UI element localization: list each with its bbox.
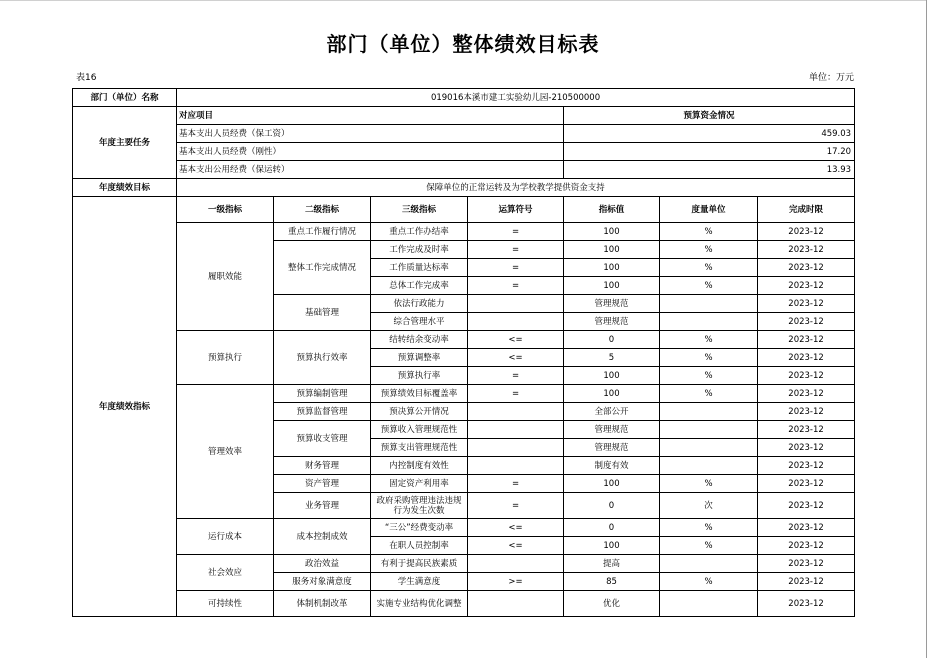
- level2-cell: 预算编制管理: [274, 385, 371, 403]
- value-cell: 0: [564, 519, 660, 537]
- level2-cell: 预算监督管理: [274, 403, 371, 421]
- unit-cell: %: [660, 385, 758, 403]
- operator-cell: [468, 555, 564, 573]
- unit-cell: [660, 313, 758, 331]
- unit-cell: [660, 421, 758, 439]
- deadline-cell: 2023-12: [758, 421, 855, 439]
- level2-cell: 预算执行效率: [274, 331, 371, 385]
- level3-cell: 预算执行率: [371, 367, 468, 385]
- value-cell: 管理规范: [564, 313, 660, 331]
- header-cell: 运算符号: [468, 197, 564, 223]
- unit-label: 单位：万元: [808, 73, 854, 83]
- goal-text-cell: 保障单位的正常运转及为学校教学提供资金支持: [177, 179, 855, 197]
- unit-cell: [660, 591, 758, 617]
- level1-cell: 管理效率: [177, 385, 274, 519]
- level3-cell: 结转结余变动率: [371, 331, 468, 349]
- goal-row: [73, 179, 855, 197]
- level3-cell: “三公”经费变动率: [371, 519, 468, 537]
- deadline-cell: 2023-12: [758, 277, 855, 295]
- header-cell: 完成时限: [758, 197, 855, 223]
- header-cell: 二级指标: [274, 197, 371, 223]
- level3-cell: 综合管理水平: [371, 313, 468, 331]
- operator-cell: [468, 403, 564, 421]
- deadline-cell: 2023-12: [758, 349, 855, 367]
- header-cell: 一级指标: [177, 197, 274, 223]
- value-cell: 管理规范: [564, 295, 660, 313]
- operator-cell: [468, 457, 564, 475]
- level2-cell: 重点工作履行情况: [274, 223, 371, 241]
- value-cell: 管理规范: [564, 439, 660, 457]
- unit-cell: [660, 403, 758, 421]
- deadline-cell: 2023-12: [758, 223, 855, 241]
- dept-row: [73, 89, 855, 107]
- level1-cell: 社会效应: [177, 555, 274, 591]
- task-header-row: [73, 107, 855, 125]
- performance-table: [72, 88, 855, 617]
- operator-cell: [468, 439, 564, 457]
- level3-cell: 预算收入管理规范性: [371, 421, 468, 439]
- deadline-cell: 2023-12: [758, 537, 855, 555]
- level2-cell: 业务管理: [274, 493, 371, 519]
- level3-cell: 工作完成及时率: [371, 241, 468, 259]
- header-cell: 三级指标: [371, 197, 468, 223]
- level2-cell: 预算收支管理: [274, 421, 371, 457]
- level2-cell: 成本控制成效: [274, 519, 371, 555]
- indicator-row: [73, 591, 855, 617]
- level2-cell: 整体工作完成情况: [274, 241, 371, 295]
- indicator-row: [73, 519, 855, 537]
- level2-cell: 服务对象满意度: [274, 573, 371, 591]
- level3-cell: 实施专业结构优化调整: [371, 591, 468, 617]
- unit-cell: %: [660, 349, 758, 367]
- value-cell: 85: [564, 573, 660, 591]
- level3-cell: 内控制度有效性: [371, 457, 468, 475]
- value-cell: 0: [564, 493, 660, 519]
- unit-cell: %: [660, 367, 758, 385]
- deadline-cell: 2023-12: [758, 403, 855, 421]
- operator-cell: <=: [468, 349, 564, 367]
- operator-cell: =: [468, 493, 564, 519]
- deadline-cell: 2023-12: [758, 475, 855, 493]
- dept-label-cell: 部门（单位）名称: [73, 89, 177, 107]
- deadline-cell: 2023-12: [758, 313, 855, 331]
- task-amount: 17.20: [564, 143, 855, 161]
- deadline-cell: 2023-12: [758, 591, 855, 617]
- level2-cell: 资产管理: [274, 475, 371, 493]
- indicator-row: [73, 223, 855, 241]
- value-cell: 提高: [564, 555, 660, 573]
- value-cell: 制度有效: [564, 457, 660, 475]
- level3-cell: 学生满意度: [371, 573, 468, 591]
- level3-cell: 固定资产利用率: [371, 475, 468, 493]
- value-cell: 100: [564, 241, 660, 259]
- level1-cell: 履职效能: [177, 223, 274, 331]
- sheet-right-border: [926, 0, 927, 658]
- unit-cell: %: [660, 475, 758, 493]
- value-cell: 管理规范: [564, 421, 660, 439]
- unit-cell: %: [660, 277, 758, 295]
- operator-cell: <=: [468, 331, 564, 349]
- table-number: 表16: [76, 73, 97, 83]
- value-cell: 100: [564, 367, 660, 385]
- dept-name-cell: 019016本溪市建工实验幼儿园-210500000: [177, 89, 855, 107]
- operator-cell: [468, 421, 564, 439]
- operator-cell: [468, 313, 564, 331]
- unit-cell: %: [660, 223, 758, 241]
- task-row: [73, 161, 855, 179]
- task-col-budget: 预算资金情况: [564, 107, 855, 125]
- value-cell: 0: [564, 331, 660, 349]
- level3-cell: 总体工作完成率: [371, 277, 468, 295]
- value-cell: 全部公开: [564, 403, 660, 421]
- level3-cell: 工作质量达标率: [371, 259, 468, 277]
- level2-cell: 体制机制改革: [274, 591, 371, 617]
- indicator-row: [73, 385, 855, 403]
- task-item: 基本支出人员经费（刚性）: [177, 143, 564, 161]
- unit-cell: [660, 457, 758, 475]
- value-cell: 100: [564, 223, 660, 241]
- task-row: [73, 143, 855, 161]
- level3-cell: 预决算公开情况: [371, 403, 468, 421]
- value-cell: 100: [564, 277, 660, 295]
- level2-cell: 财务管理: [274, 457, 371, 475]
- value-cell: 5: [564, 349, 660, 367]
- indicator-section-label: 年度绩效指标: [73, 197, 177, 617]
- value-cell: 100: [564, 537, 660, 555]
- level1-cell: 可持续性: [177, 591, 274, 617]
- operator-cell: [468, 295, 564, 313]
- operator-cell: =: [468, 241, 564, 259]
- deadline-cell: 2023-12: [758, 241, 855, 259]
- operator-cell: =: [468, 223, 564, 241]
- unit-cell: [660, 555, 758, 573]
- indicator-row: [73, 331, 855, 349]
- unit-cell: %: [660, 537, 758, 555]
- page-title: 部门（单位）整体绩效目标表: [326, 32, 600, 56]
- deadline-cell: 2023-12: [758, 331, 855, 349]
- unit-cell: %: [660, 519, 758, 537]
- operator-cell: >=: [468, 573, 564, 591]
- deadline-cell: 2023-12: [758, 439, 855, 457]
- level3-cell: 重点工作办结率: [371, 223, 468, 241]
- level3-cell: 预算支出管理规范性: [371, 439, 468, 457]
- unit-cell: %: [660, 259, 758, 277]
- deadline-cell: 2023-12: [758, 385, 855, 403]
- operator-cell: [468, 591, 564, 617]
- task-item: 基本支出人员经费（保工资）: [177, 125, 564, 143]
- indicator-header-row: [73, 197, 855, 223]
- unit-cell: [660, 295, 758, 313]
- unit-cell: %: [660, 573, 758, 591]
- level1-cell: 预算执行: [177, 331, 274, 385]
- task-item: 基本支出公用经费（保运转）: [177, 161, 564, 179]
- operator-cell: =: [468, 367, 564, 385]
- deadline-cell: 2023-12: [758, 259, 855, 277]
- level2-cell: 政治效益: [274, 555, 371, 573]
- unit-cell: %: [660, 331, 758, 349]
- deadline-cell: 2023-12: [758, 493, 855, 519]
- level3-cell: 预算绩效目标覆盖率: [371, 385, 468, 403]
- goal-label-cell: 年度绩效目标: [73, 179, 177, 197]
- header-cell: 指标值: [564, 197, 660, 223]
- unit-cell: %: [660, 241, 758, 259]
- task-amount: 13.93: [564, 161, 855, 179]
- level3-cell: 依法行政能力: [371, 295, 468, 313]
- value-cell: 100: [564, 385, 660, 403]
- deadline-cell: 2023-12: [758, 457, 855, 475]
- task-amount: 459.03: [564, 125, 855, 143]
- deadline-cell: 2023-12: [758, 295, 855, 313]
- task-row: [73, 125, 855, 143]
- deadline-cell: 2023-12: [758, 573, 855, 591]
- value-cell: 优化: [564, 591, 660, 617]
- value-cell: 100: [564, 259, 660, 277]
- indicator-row: [73, 555, 855, 573]
- operator-cell: =: [468, 259, 564, 277]
- operator-cell: =: [468, 385, 564, 403]
- operator-cell: <=: [468, 519, 564, 537]
- level3-cell: 有利于提高民族素质: [371, 555, 468, 573]
- deadline-cell: 2023-12: [758, 519, 855, 537]
- operator-cell: =: [468, 475, 564, 493]
- level1-cell: 运行成本: [177, 519, 274, 555]
- deadline-cell: 2023-12: [758, 555, 855, 573]
- level3-cell: 政府采购管理违法违规行为发生次数: [371, 493, 468, 519]
- header-cell: 度量单位: [660, 197, 758, 223]
- sheet-top-border: [0, 0, 927, 1]
- task-col-item: 对应项目: [177, 107, 564, 125]
- level2-cell: 基础管理: [274, 295, 371, 331]
- unit-cell: 次: [660, 493, 758, 519]
- task-section-label: 年度主要任务: [73, 107, 177, 179]
- value-cell: 100: [564, 475, 660, 493]
- deadline-cell: 2023-12: [758, 367, 855, 385]
- operator-cell: =: [468, 277, 564, 295]
- operator-cell: <=: [468, 537, 564, 555]
- unit-cell: [660, 439, 758, 457]
- level3-cell: 在职人员控制率: [371, 537, 468, 555]
- level3-cell: 预算调整率: [371, 349, 468, 367]
